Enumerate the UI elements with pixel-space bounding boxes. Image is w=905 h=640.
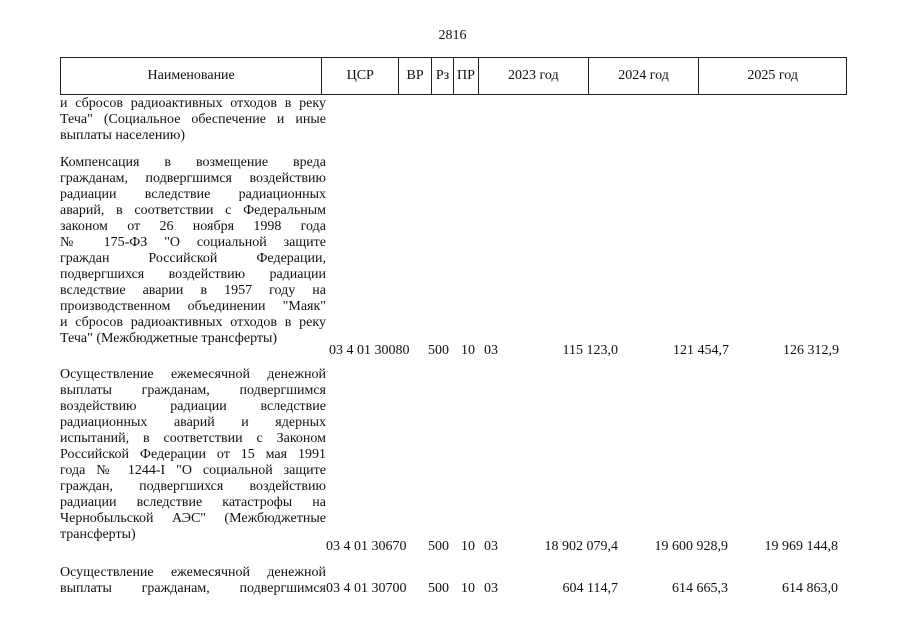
text-line: Компенсация в возмещение вреда (60, 155, 326, 170)
header-pr: ПР (454, 58, 479, 94)
text-line: выплаты гражданам, подвергшимся (60, 581, 326, 596)
text-line: и сбросов радиоактивных отходов в реку (60, 96, 326, 111)
row-3-pr: 03 (484, 581, 498, 596)
text-line: Теча" (Социальное обеспечение и иные (60, 112, 326, 127)
text-line: испытаний, в соответствии с Законом (60, 431, 326, 446)
row-3-csr: 03 4 01 30700 (326, 581, 407, 596)
row-2-csr: 03 4 01 30670 (326, 539, 407, 554)
row-1-2023: 115 123,0 (562, 343, 618, 358)
header-csr: ЦСР (322, 58, 399, 94)
row-3-rz: 10 (461, 581, 475, 596)
text-line: подвергшихся воздействию радиации (60, 267, 326, 282)
text-line: года № 1244-I "О социальной защите (60, 463, 326, 478)
row-1-rz: 10 (461, 343, 475, 358)
text-line: воздействию радиации вследствие (60, 399, 326, 414)
text-line: граждан Российской Федерации, (60, 251, 326, 266)
text-line: Осуществление ежемесячной денежной (60, 565, 326, 580)
text-line: законом от 26 ноября 1998 года (60, 219, 326, 234)
text-line: радиации вследствие радиационных (60, 187, 326, 202)
text-line: и сбросов радиоактивных отходов в реку (60, 315, 326, 330)
header-rz: Рз (432, 58, 454, 94)
row-2-2023: 18 902 079,4 (544, 539, 618, 554)
row-3-2023: 604 114,7 (562, 581, 618, 596)
row-1-2024: 121 454,7 (673, 343, 729, 358)
text-line: № 175-ФЗ "О социальной защите (60, 235, 326, 250)
row-1-name (60, 155, 326, 347)
text-line: Российской Федерации от 15 мая 1991 (60, 447, 326, 462)
row-2-rz: 10 (461, 539, 475, 554)
row-2-vr: 500 (428, 539, 449, 554)
page-number: 2816 (438, 28, 467, 43)
continuation-text (60, 96, 326, 144)
text-line: выплаты гражданам, подвергшимся (60, 383, 326, 398)
row-2-2025: 19 969 144,8 (764, 539, 838, 554)
row-2-name (60, 367, 326, 543)
header-name: Наименование (61, 58, 322, 94)
text-line: трансферты) (60, 527, 136, 542)
text-line: Теча" (Межбюджетные трансферты) (60, 331, 278, 346)
text-line: аварий, в соответствии с Федеральным (60, 203, 326, 218)
row-2-2024: 19 600 928,9 (654, 539, 728, 554)
text-line: Осуществление ежемесячной денежной (60, 367, 326, 382)
text-line: радиационных аварий и ядерных (60, 415, 326, 430)
header-2025: 2025 год (747, 68, 799, 83)
text-line: производственном объединении "Маяк" (60, 299, 326, 314)
text-line: радиации вследствие катастрофы на (60, 495, 326, 510)
row-3-name (60, 565, 326, 597)
row-3-2024: 614 665,3 (672, 581, 728, 596)
row-3-2025: 614 863,0 (782, 581, 838, 596)
row-1-csr: 03 4 01 30080 (329, 343, 410, 358)
text-line: граждан, подвергшихся воздействию (60, 479, 326, 494)
table-header (60, 57, 847, 95)
row-1-vr: 500 (428, 343, 449, 358)
row-3-vr: 500 (428, 581, 449, 596)
header-2024: 2024 год (589, 58, 700, 94)
header-vr: ВР (399, 58, 432, 94)
row-1-pr: 03 (484, 343, 498, 358)
text-line: Чернобыльской АЭС" (Межбюджетные (60, 511, 326, 526)
row-2-pr: 03 (484, 539, 498, 554)
header-2023: 2023 год (479, 58, 589, 94)
text-line: вследствие аварии в 1957 году на (60, 283, 326, 298)
row-1-2025: 126 312,9 (783, 343, 839, 358)
text-line: гражданам, подвергшимся воздействию (60, 171, 326, 186)
text-line: выплаты населению) (60, 128, 185, 143)
